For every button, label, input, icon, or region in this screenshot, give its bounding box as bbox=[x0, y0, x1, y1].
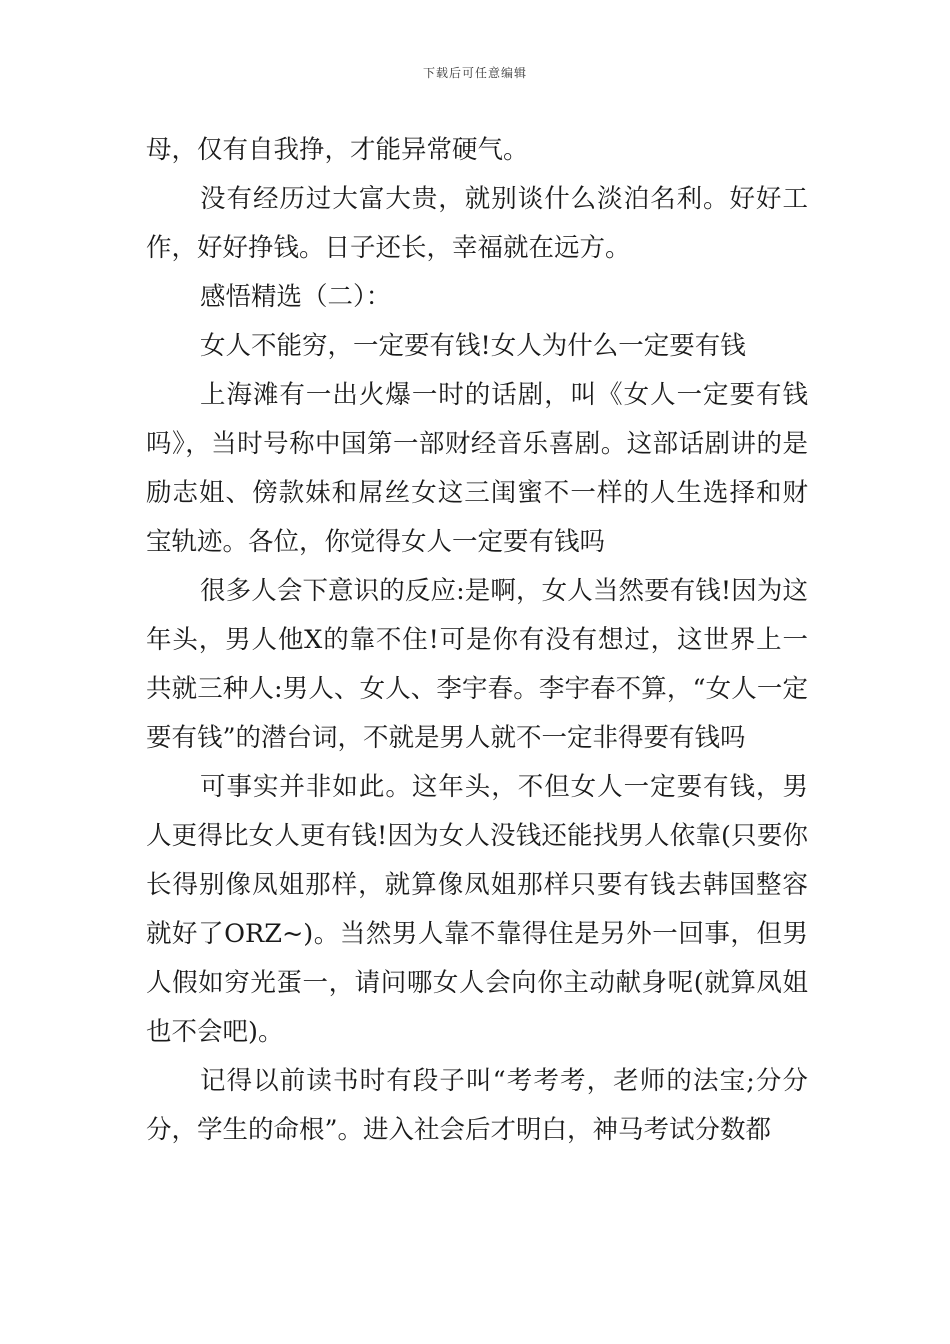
page-header: 下载后可任意编辑 bbox=[422, 66, 527, 80]
paragraph-title: 女人不能穷，一定要有钱!女人为什么一定要有钱 bbox=[200, 331, 746, 361]
document-body bbox=[146, 126, 808, 1155]
paragraph-6: 很多人会下意识的反应:是啊，女人当然要有钱!因为这年头，男人他X的靠不住!可是你有没有想过，这世界上一共就三种人:男人、女人、李宇春。李宇春不算，“女人一定要有钱”的潜台词，不就是男人就不一定非得要有钱吗 bbox=[146, 576, 808, 753]
section-heading: 感悟精选（二）： bbox=[200, 282, 392, 312]
paragraph-8: 记得以前读书时有段子叫“考考考，老师的法宝;分分分，学生的命根”。进入社会后才明白，神马考试分数都 bbox=[146, 1066, 808, 1145]
paragraph-2: 没有经历过大富大贵，就别谈什么淡泊名利。好好工作，好好挣钱。日子还长，幸福就在远方。 bbox=[146, 184, 808, 263]
paragraph-5: 上海滩有一出火爆一时的话剧，叫《女人一定要有钱吗》，当时号称中国第一部财经音乐喜剧。这部话剧讲的是励志姐、傍款妹和屌丝女这三闺蜜不一样的人生选择和财宝轨迹。各位，你觉得女人一定要有钱吗 bbox=[146, 380, 808, 557]
paragraph-1: 母，仅有自我挣，才能异常硬气。 bbox=[146, 135, 529, 165]
paragraph-7: 可事实并非如此。这年头，不但女人一定要有钱，男人更得比女人更有钱!因为女人没钱还能找男人依靠(只要你长得别像凤姐那样，就算像凤姐那样只要有钱去韩国整容就好了ORZ~)。当然男人靠不靠得住是另外一回事，但男人假如穷光蛋一，请问哪女人会向你主动献身呢(就算凤姐也不会吧)。 bbox=[146, 772, 808, 1047]
